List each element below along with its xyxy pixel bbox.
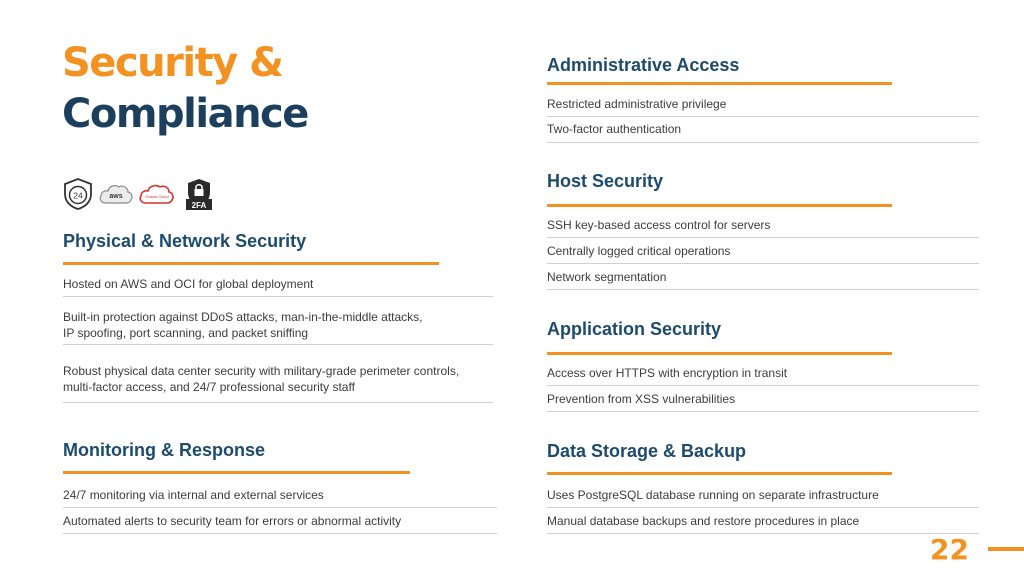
2fa-label: 2FA (191, 201, 207, 210)
page-number: 22 (930, 533, 969, 566)
list-item: Prevention from XSS vulnerabilities (547, 392, 736, 406)
heading-underline (547, 82, 892, 85)
list-item: Network segmentation (547, 270, 667, 284)
divider (63, 507, 497, 508)
divider (547, 116, 979, 117)
heading-underline (547, 352, 892, 355)
list-item: Robust physical data center security with military-grade perimeter controls, multi-factor access, and 24/7 professional security staff (63, 364, 460, 394)
list-item: Access over HTTPS with encryption in transit (547, 366, 788, 380)
list-item: Uses PostgreSQL database running on separate infrastructure (547, 488, 879, 502)
list-item: Automated alerts to security team for errors or abnormal activity (63, 514, 402, 528)
application-security-heading: Application Security (547, 319, 722, 339)
list-item: Centrally logged critical operations (547, 244, 731, 258)
physical-network-security-heading: Physical & Network Security (63, 231, 307, 251)
divider (63, 344, 493, 345)
list-item: SSH key-based access control for servers (547, 218, 771, 232)
heading-underline (63, 471, 410, 474)
divider (547, 385, 979, 386)
page-number-accent-bar (988, 547, 1024, 551)
heading-underline (547, 472, 892, 475)
divider (547, 237, 979, 238)
page-title-line-2: Compliance (62, 91, 308, 137)
divider (63, 296, 493, 297)
oracle-cloud-label: Oracle Cloud (145, 194, 169, 199)
divider (547, 263, 979, 264)
list-item: Restricted administrative privilege (547, 97, 727, 111)
divider (547, 533, 979, 534)
aws-cloud-icon (98, 182, 134, 206)
2fa-lock-icon (186, 178, 212, 210)
list-item: Manual database backups and restore procedures in place (547, 514, 860, 528)
list-item: Two-factor authentication (547, 122, 682, 136)
heading-underline (547, 204, 892, 207)
list-item: Built-in protection against DDoS attacks, man-in-the-middle attacks, IP spoofing, port scanning, and packet sniffing (63, 310, 423, 340)
oracle-cloud-icon (138, 182, 176, 206)
page-title-line-1: Security & (62, 40, 283, 86)
divider (547, 142, 979, 143)
heading-underline (63, 262, 439, 265)
24-7-shield-icon (62, 177, 94, 211)
aws-label: aws (109, 193, 123, 200)
monitoring-response-heading: Monitoring & Response (63, 440, 265, 460)
data-storage-backup-heading: Data Storage & Backup (547, 441, 747, 461)
divider (547, 507, 979, 508)
administrative-access-heading: Administrative Access (547, 55, 740, 75)
list-item: Hosted on AWS and OCI for global deployment (63, 277, 314, 291)
divider (547, 289, 979, 290)
divider (63, 533, 497, 534)
divider (63, 402, 493, 403)
host-security-heading: Host Security (547, 171, 664, 191)
shield-24-label: 24 (73, 190, 83, 201)
divider (547, 411, 979, 412)
list-item: 24/7 monitoring via internal and external services (63, 488, 324, 502)
